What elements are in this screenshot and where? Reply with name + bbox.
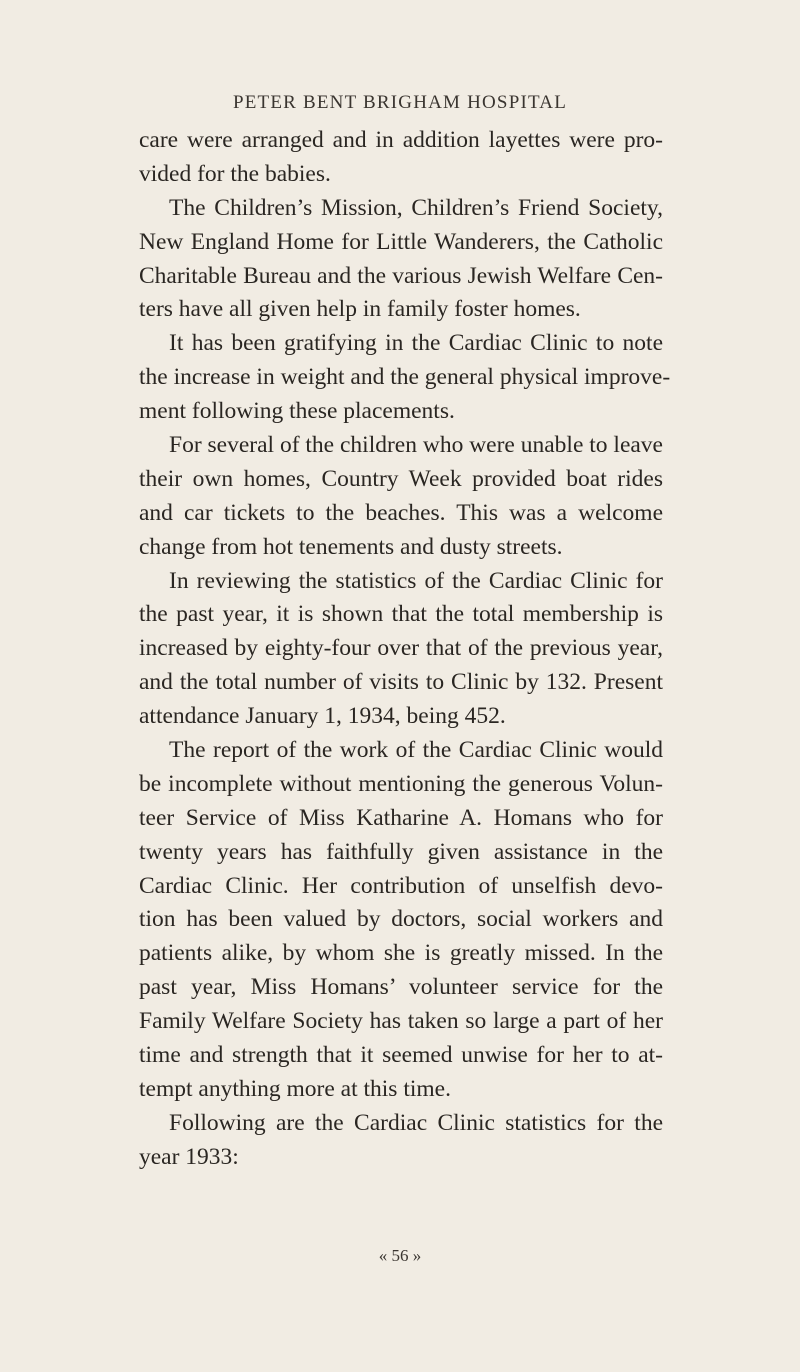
text-line: past year, Miss Homans’ volunteer service for the [139,974,663,1001]
text-line: patients alike, by whom she is greatly missed. In the [139,940,663,967]
text-line: The report of the work of the Cardiac Clinic would [169,737,663,764]
text-line: twenty years has faithfully given assistance in the [139,838,663,865]
text-line: It has been gratifying in the Cardiac Clinic to note [169,330,663,357]
body-text [139,124,671,1175]
text-line: and car tickets to the beaches. This was a welcome [139,499,663,526]
text-line: attendance January 1, 1934, being 452. [139,703,506,730]
text-line: tempt anything more at this time. [139,1075,451,1102]
text-line: ters have all given help in family foster homes. [139,296,581,323]
text-line: Charitable Bureau and the various Jewish Welfare Cen- [139,262,663,289]
text-line: change from hot tenements and dusty streets. [139,533,563,560]
text-line: vided for the babies. [139,160,331,187]
text-line: New England Home for Little Wanderers, the Catholic [139,228,663,255]
text-line: be incomplete without mentioning the generous Volun- [139,770,663,797]
text-line: Cardiac Clinic. Her contribution of unselfish devo- [139,872,663,899]
text-line: care were arranged and in addition layettes were pro- [139,127,663,153]
running-head: PETER BENT BRIGHAM HOSPITAL [232,92,567,113]
text-line: teer Service of Miss Katharine A. Homans who for [139,804,663,831]
text-line: the past year, it is shown that the total membership is [139,601,663,628]
text-line: year 1933: [139,1143,239,1170]
text-line: and the total number of visits to Clinic by 132. Present [139,669,663,696]
text-line: time and strength that it seemed unwise for her to at- [139,1042,663,1069]
text-line: Family Welfare Society has taken so large a part of her [139,1008,663,1035]
text-line: ment following these placements. [139,398,455,425]
text-line: their own homes, Country Week provided boat rides [139,465,663,492]
text-line: In reviewing the statistics of the Cardiac Clinic for [169,567,663,594]
text-line: The Children’s Mission, Children’s Friend Society, [169,194,663,221]
text-line: Following are the Cardiac Clinic statistics for the [169,1109,663,1136]
text-line: For several of the children who were unable to leave [169,432,663,459]
text-line: the increase in weight and the general physical improve- [139,364,671,391]
text-line: tion has been valued by doctors, social workers and [139,906,663,933]
page-number: « 56 » [378,1246,422,1265]
text-line: increased by eighty-four over that of the previous year, [139,635,663,662]
